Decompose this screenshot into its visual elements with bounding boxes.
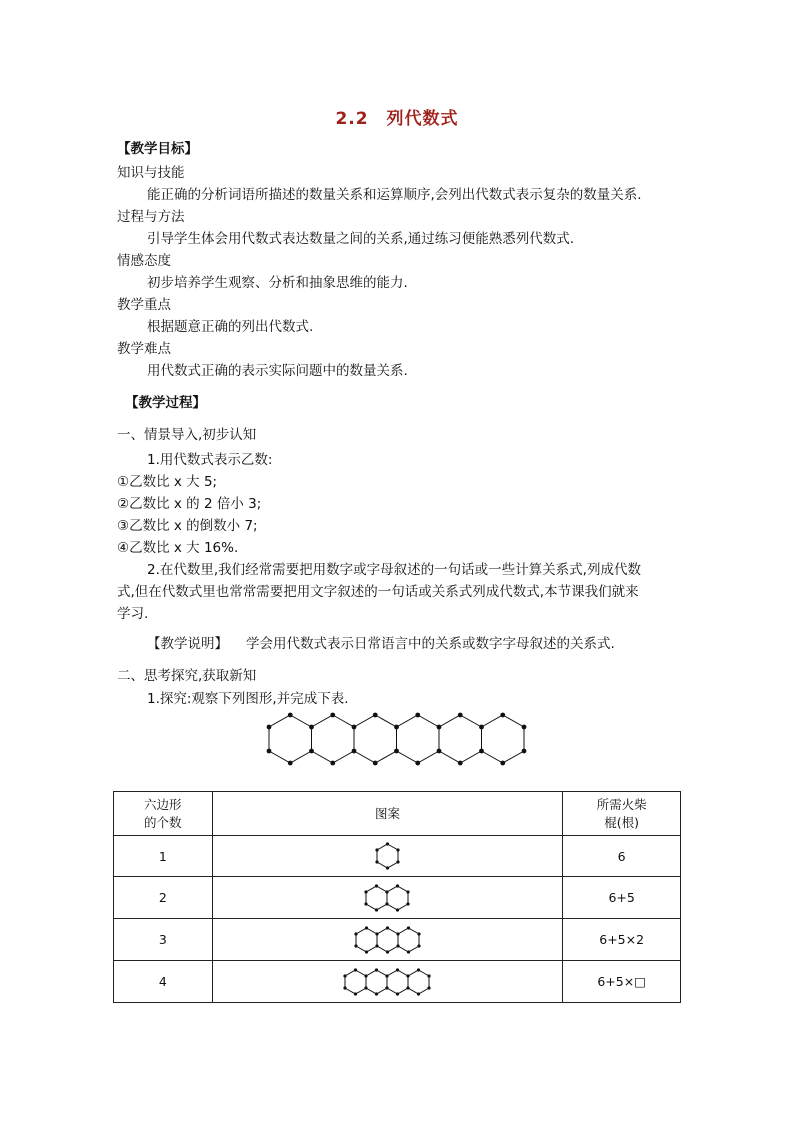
hexagon-shape	[397, 715, 440, 763]
vertex-dot	[386, 950, 389, 953]
hexagon-shape	[269, 715, 312, 763]
teaching-note-text: 学会用代数式表示日常语言中的关系或数字字母叙述的关系式.	[246, 636, 615, 652]
vertex-dot	[365, 890, 368, 893]
hexagon-shape	[387, 886, 408, 910]
vertex-dot	[375, 908, 378, 911]
hexagon-shape	[345, 970, 366, 994]
vertex-dot	[354, 968, 357, 971]
vertex-dot	[330, 761, 335, 766]
vertex-dot	[354, 932, 357, 935]
list-item: ②乙数比 x 的 2 倍小 3;	[117, 496, 262, 512]
vertex-dot	[417, 992, 420, 995]
vertex-dot	[500, 761, 505, 766]
vertex-dot	[407, 950, 410, 953]
question-2-line-2: 式,但在代数式里也常常需要把用文字叙述的一句话或关系式列成代数式,本节课我们就来	[117, 584, 639, 600]
header-sticks	[563, 792, 681, 836]
hexagon-pattern	[375, 842, 400, 870]
vertex-dot	[396, 860, 399, 863]
hexagon-chain-figure	[266, 712, 527, 766]
hexagon-shape	[366, 886, 387, 910]
teaching-note-label: 【教学说明】	[147, 636, 228, 652]
knowledge-text: 能正确的分析词语所描述的数量关系和运算顺序,会列出代数式表示复杂的数量关系.	[147, 187, 642, 203]
knowledge-label: 知识与技能	[117, 165, 185, 181]
objectives-heading: 【教学目标】	[117, 141, 198, 157]
attitude-label: 情感态度	[117, 253, 171, 269]
table-header-row	[114, 792, 681, 836]
vertex-dot	[396, 968, 399, 971]
vertex-dot	[396, 848, 399, 851]
list-item: ①乙数比 x 大 5;	[117, 474, 218, 490]
pattern-cell	[212, 919, 563, 961]
vertex-dot	[365, 926, 368, 929]
vertex-dot	[428, 986, 431, 989]
hexagon-shape	[387, 970, 408, 994]
table-row	[114, 877, 681, 919]
matchstick-table	[113, 791, 681, 1003]
vertex-dot	[373, 713, 378, 718]
vertex-dot	[267, 749, 272, 754]
header-sticks-line-1: 所需火柴	[596, 796, 647, 812]
section1-title: 一、情景导入,初步认知	[117, 427, 257, 443]
vertex-dot	[288, 761, 293, 766]
vertex-dot	[365, 950, 368, 953]
key-point-text: 根据题意正确的列出代数式.	[147, 319, 314, 335]
question-2-line-1: 2.在代数里,我们经常需要把用数字或字母叙述的一句话或一些计算关系式,列成代数	[147, 562, 641, 578]
hexagon-shape	[366, 970, 387, 994]
list-item: ④乙数比 x 大 16%.	[117, 540, 239, 556]
difficulty-text: 用代数式正确的表示实际问题中的数量关系.	[147, 363, 408, 379]
vertex-dot	[375, 860, 378, 863]
pattern-cell	[212, 877, 563, 919]
table-row	[114, 836, 681, 877]
vertex-dot	[396, 908, 399, 911]
hexagon-count-cell: 1	[114, 836, 213, 877]
hexagon-shape	[398, 928, 419, 952]
vertex-dot	[386, 926, 389, 929]
vertex-dot	[330, 713, 335, 718]
header-hexagon-count	[114, 792, 213, 836]
hexagon-count-cell: 2	[114, 877, 213, 919]
vertex-dot	[267, 725, 272, 730]
vertex-dot	[415, 713, 420, 718]
vertex-dot	[500, 713, 505, 718]
process-text: 引导学生体会用代数式表达数量之间的关系,通过练习便能熟悉列代数式.	[147, 231, 575, 247]
hexagon-shape	[408, 970, 429, 994]
vertex-dot	[375, 992, 378, 995]
vertex-dot	[375, 968, 378, 971]
vertex-dot	[458, 713, 463, 718]
vertex-dot	[365, 902, 368, 905]
hexagon-shape	[377, 844, 398, 868]
hexagon-shape	[356, 928, 377, 952]
header-hexagon-count-line-1: 六边形	[144, 796, 182, 812]
hexagon-pattern	[364, 884, 410, 912]
hexagon-shape	[354, 715, 397, 763]
page-title: 2.2 列代数式	[335, 109, 459, 129]
vertex-dot	[386, 866, 389, 869]
vertex-dot	[375, 848, 378, 851]
vertex-dot	[407, 902, 410, 905]
header-hexagon-count-line-2: 的个数	[144, 814, 182, 830]
hexagon-shape	[482, 715, 525, 763]
hexagon-pattern	[354, 926, 421, 954]
list-item: ③乙数比 x 的倒数小 7;	[117, 518, 258, 534]
vertex-dot	[522, 725, 527, 730]
vertex-dot	[373, 761, 378, 766]
vertex-dot	[522, 749, 527, 754]
vertex-dot	[417, 944, 420, 947]
vertex-dot	[386, 842, 389, 845]
hexagon-pattern	[343, 968, 431, 996]
attitude-text: 初步培养学生观察、分析和抽象思维的能力.	[147, 275, 408, 291]
question-2-line-3: 学习.	[117, 606, 149, 622]
header-pattern: 图案	[212, 792, 563, 836]
vertex-dot	[417, 932, 420, 935]
vertex-dot	[417, 968, 420, 971]
hexagon-shape	[312, 715, 355, 763]
section2-title: 二、思考探究,获取新知	[117, 668, 257, 684]
question-1: 1.用代数式表示乙数:	[147, 452, 273, 468]
vertex-dot	[428, 974, 431, 977]
vertex-dot	[375, 884, 378, 887]
process-heading: 【教学过程】	[125, 395, 206, 411]
table-row	[114, 961, 681, 1003]
key-point-label: 教学重点	[117, 297, 171, 313]
pattern-cell	[212, 961, 563, 1003]
process-label: 过程与方法	[117, 209, 185, 225]
pattern-cell	[212, 836, 563, 877]
hexagon-count-cell: 3	[114, 919, 213, 961]
table-row	[114, 919, 681, 961]
vertex-dot	[396, 992, 399, 995]
vertex-dot	[288, 713, 293, 718]
hexagon-shape	[377, 928, 398, 952]
sticks-cell: 6+5×□	[563, 961, 681, 1003]
vertex-dot	[354, 944, 357, 947]
vertex-dot	[344, 974, 347, 977]
vertex-dot	[415, 761, 420, 766]
vertex-dot	[354, 992, 357, 995]
vertex-dot	[396, 884, 399, 887]
vertex-dot	[458, 761, 463, 766]
vertex-dot	[407, 926, 410, 929]
vertex-dot	[344, 986, 347, 989]
difficulty-label: 教学难点	[117, 341, 171, 357]
hexagon-shape	[439, 715, 482, 763]
sticks-cell: 6+5	[563, 877, 681, 919]
header-sticks-line-2: 棍(根)	[604, 814, 640, 830]
vertex-dot	[407, 890, 410, 893]
sticks-cell: 6+5×2	[563, 919, 681, 961]
hexagon-count-cell: 4	[114, 961, 213, 1003]
explore-instruction: 1.探究:观察下列图形,并完成下表.	[147, 691, 349, 707]
sticks-cell: 6	[563, 836, 681, 877]
